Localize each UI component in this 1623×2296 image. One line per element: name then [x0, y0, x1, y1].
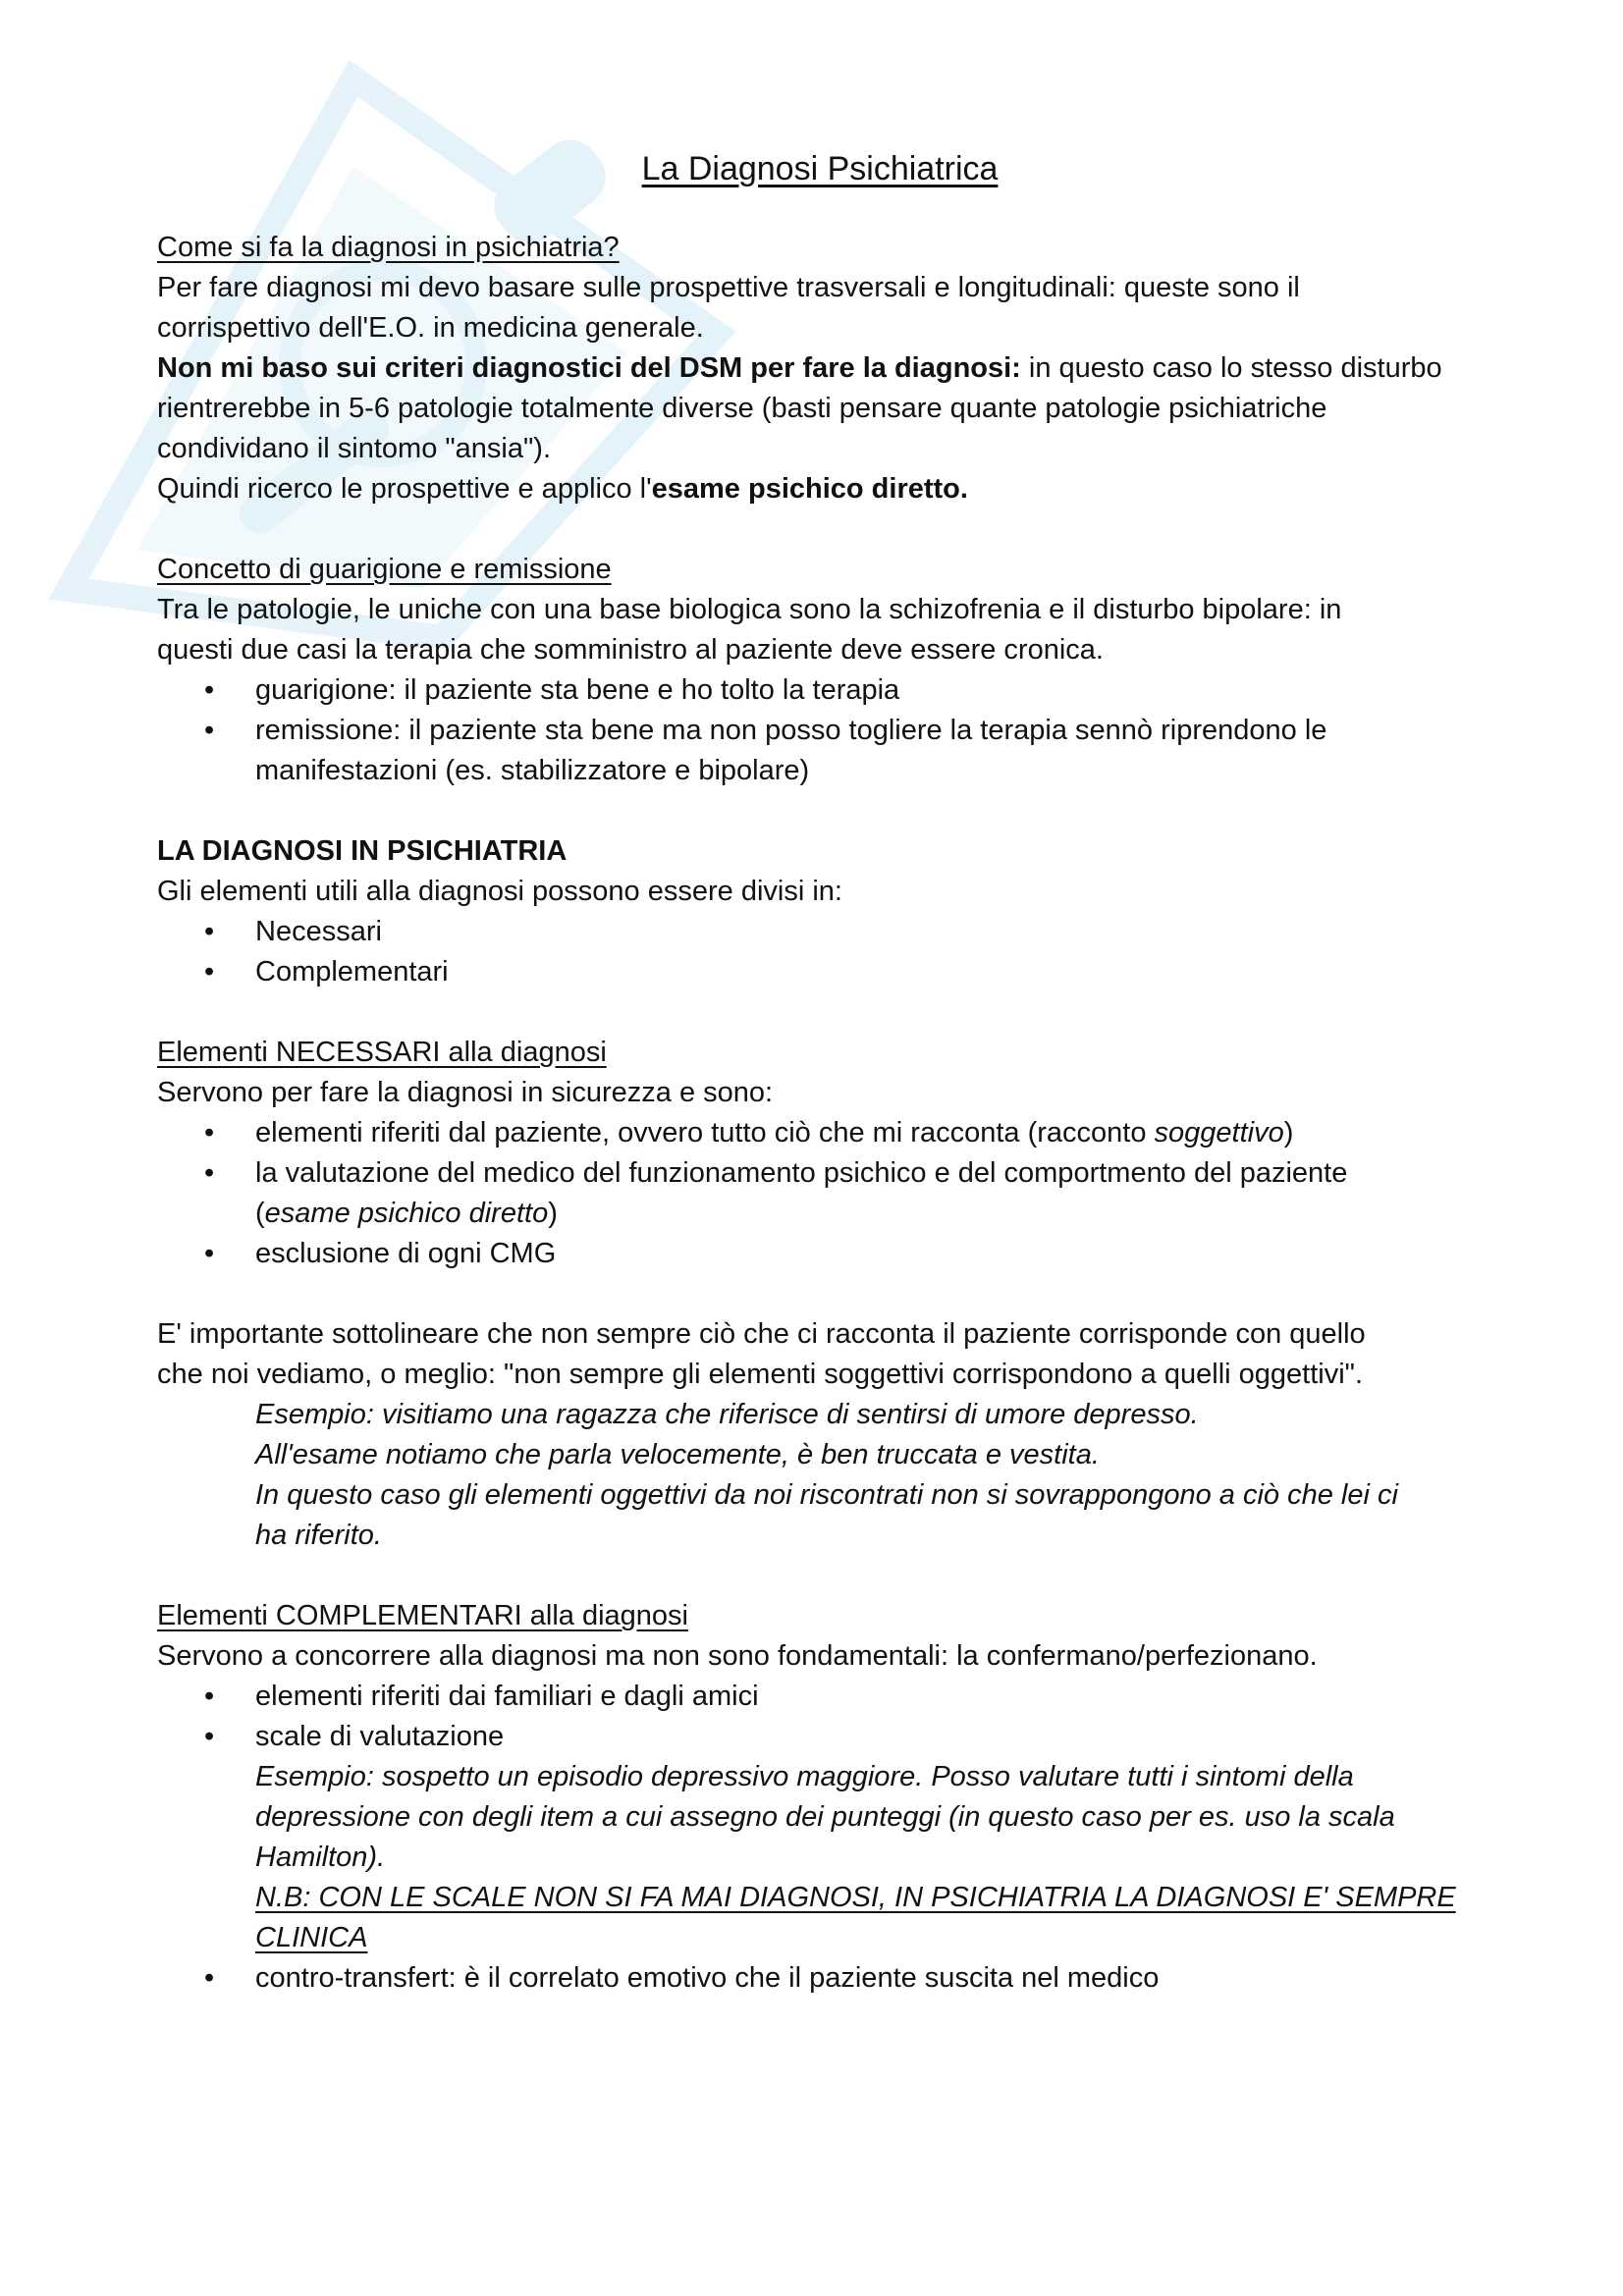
paragraph-line: Gli elementi utili alla diagnosi possono essere divisi in:: [157, 876, 842, 907]
paragraph-line: Servono per fare la diagnosi in sicurezza e sono:: [157, 1077, 774, 1108]
list-item: [157, 912, 1483, 952]
list-item-text: Necessari: [255, 916, 382, 947]
bullet-icon: •: [204, 916, 215, 947]
list-item-text: contro-transfert: è il correlato emotivo che il paziente suscita nel medico: [255, 1962, 1160, 1994]
note-line: N.B: CON LE SCALE NON SI FA MAI DIAGNOSI, IN PSICHIATRIA LA DIAGNOSI E' SEMPRE: [255, 1882, 1456, 1913]
list-item-text: scale di valutazione: [255, 1721, 505, 1752]
list-item-text: guarigione: il paziente sta bene e ho tolto la terapia: [255, 674, 900, 706]
bullet-icon: •: [204, 1681, 215, 1712]
list-item-text: elementi riferiti dal paziente, ovvero tutto ciò che mi racconta (racconto: [255, 1117, 1155, 1148]
bullet-icon: •: [204, 715, 215, 746]
note-line: CLINICA: [255, 1922, 368, 1953]
bullet-list: [157, 1677, 1483, 1999]
paragraph-text: in questo caso lo stesso disturbo: [1020, 352, 1442, 384]
italic-text: esame psichico diretto: [264, 1198, 549, 1229]
list-item: [157, 952, 1483, 992]
example-line: In questo caso gli elementi oggettivi da noi riscontrati non si sovrappongono a ciò che lei ci: [255, 1479, 1398, 1511]
document-page: [157, 147, 1483, 1999]
list-item-text: manifestazioni (es. stabilizzatore e bipolare): [255, 755, 810, 786]
list-item: [157, 1958, 1483, 1999]
paragraph-line: Per fare diagnosi mi devo basare sulle prospettive trasversali e longitudinali: queste sono il: [157, 272, 1300, 303]
bullet-list: [157, 1113, 1483, 1274]
section-heading-healing-remission: Concetto di guarigione e remissione: [157, 554, 612, 585]
example-line: depressione con degli item a cui assegno dei punteggi (in questo caso per es. uso la scala: [255, 1801, 1395, 1833]
example-line: Esempio: sospetto un episodio depressivo maggiore. Posso valutare tutti i sintomi della: [255, 1761, 1354, 1792]
paragraph-line: Servono a concorrere alla diagnosi ma non sono fondamentali: la confermano/perfezionano.: [157, 1640, 1318, 1672]
example-line: Hamilton).: [255, 1842, 386, 1873]
paragraph-line: [157, 469, 1483, 509]
paragraph-line: rientrerebbe in 5-6 patologie totalmente diverse (basti pensare quante patologie psichiatriche: [157, 393, 1327, 424]
bullet-icon: •: [204, 674, 215, 706]
list-item-text: ): [548, 1198, 558, 1229]
list-item-text: Complementari: [255, 956, 449, 988]
list-item-text: esclusione di ogni CMG: [255, 1238, 557, 1269]
list-item: [157, 1153, 1483, 1234]
section-heading-diagnosis-psychiatry: LA DIAGNOSI IN PSICHIATRIA: [157, 835, 568, 867]
bullet-list: [157, 670, 1483, 791]
bullet-icon: •: [204, 1962, 215, 1994]
document-title: La Diagnosi Psichiatrica: [641, 150, 999, 187]
list-item-text: (: [255, 1198, 265, 1229]
bullet-icon: •: [204, 1238, 215, 1269]
list-item: [157, 1234, 1483, 1274]
paragraph-line: Tra le patologie, le uniche con una base biologica sono la schizofrenia e il disturbo bipolare: in: [157, 594, 1342, 625]
bullet-icon: •: [204, 956, 215, 988]
list-item-text: elementi riferiti dai familiari e dagli amici: [255, 1681, 759, 1712]
paragraph-line: condividano il sintomo "ansia").: [157, 433, 552, 464]
bullet-list: [157, 912, 1483, 992]
bold-text: esame psichico diretto.: [651, 473, 968, 505]
list-item: [157, 670, 1483, 711]
paragraph-line: questi due casi la terapia che somministro al paziente deve essere cronica.: [157, 634, 1104, 666]
list-item: [157, 711, 1483, 791]
bullet-icon: •: [204, 1157, 215, 1189]
example-line: All'esame notiamo che parla velocemente, è ben truccata e vestita.: [255, 1439, 1100, 1470]
example-line: Esempio: visitiamo una ragazza che riferisce di sentirsi di umore depresso.: [255, 1399, 1199, 1430]
bold-text: Non mi baso sui criteri diagnostici del DSM per fare la diagnosi:: [157, 352, 1021, 384]
section-heading-necessary-elements: Elementi NECESSARI alla diagnosi: [157, 1037, 607, 1068]
example-line: ha riferito.: [255, 1520, 382, 1551]
list-item: [157, 1113, 1483, 1153]
list-item-text: remissione: il paziente sta bene ma non posso togliere la terapia sennò riprendono le: [255, 715, 1327, 746]
paragraph-line: E' importante sottolineare che non sempre ciò che ci racconta il paziente corrisponde con quello: [157, 1318, 1366, 1350]
list-item: [157, 1677, 1483, 1717]
paragraph-line: che noi vediamo, o meglio: "non sempre gli elementi soggettivi corrispondono a quelli oggettivi".: [157, 1359, 1363, 1390]
paragraph-text: Quindi ricerco le prospettive e applico l': [157, 473, 652, 505]
list-item: [157, 1717, 1483, 1958]
bullet-icon: •: [204, 1117, 215, 1148]
bullet-icon: •: [204, 1721, 215, 1752]
italic-text: soggettivo: [1154, 1117, 1284, 1148]
list-item-text: la valutazione del medico del funzionamento psichico e del comportmento del paziente: [255, 1157, 1348, 1189]
paragraph-line: [157, 348, 1483, 389]
section-heading-diagnosis-how: Come si fa la diagnosi in psichiatria?: [157, 232, 620, 263]
list-item-text: ): [1283, 1117, 1294, 1148]
section-heading-complementary-elements: Elementi COMPLEMENTARI alla diagnosi: [157, 1600, 688, 1631]
paragraph-line: corrispettivo dell'E.O. in medicina generale.: [157, 312, 704, 344]
